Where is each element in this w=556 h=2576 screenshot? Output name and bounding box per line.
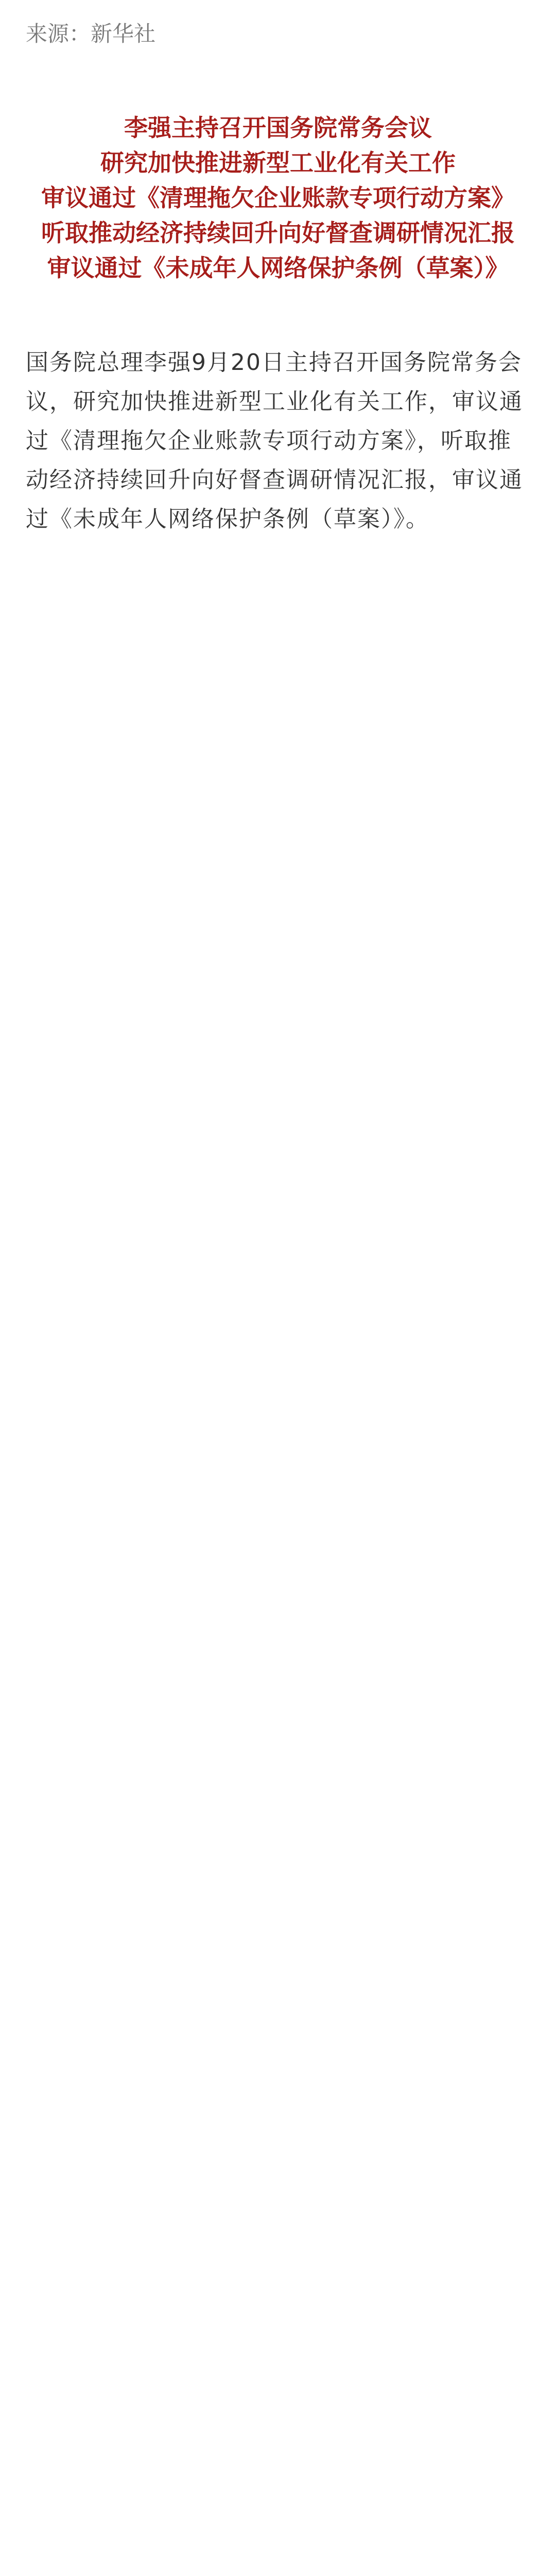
headline-line-2: 研究加快推进新型工业化有关工作 [100, 149, 456, 177]
headline-line-1: 李强主持召开国务院常务会议 [124, 114, 432, 142]
article-body [26, 343, 530, 539]
headline-line-5: 审议通过《未成年人网络保护条例（草案）》 [47, 254, 509, 282]
article-source: 来源：新华社 [26, 21, 156, 46]
headline-line-4: 听取推动经济持续回升向好督查调研情况汇报 [41, 219, 515, 247]
body-paragraph-1: 国务院总理李强9月20日主持召开国务院常务会议，研究加快推进新型工业化有关工作，审议通过《清理拖欠企业账款专项行动方案》，听取推动经济持续回升向好督查调研情况汇报，审议通过《未成年人网络保护条例（草案）》。 [26, 349, 523, 532]
headline-block [26, 110, 530, 285]
headline-line-3: 审议通过《清理拖欠企业账款专项行动方案》 [41, 184, 515, 212]
